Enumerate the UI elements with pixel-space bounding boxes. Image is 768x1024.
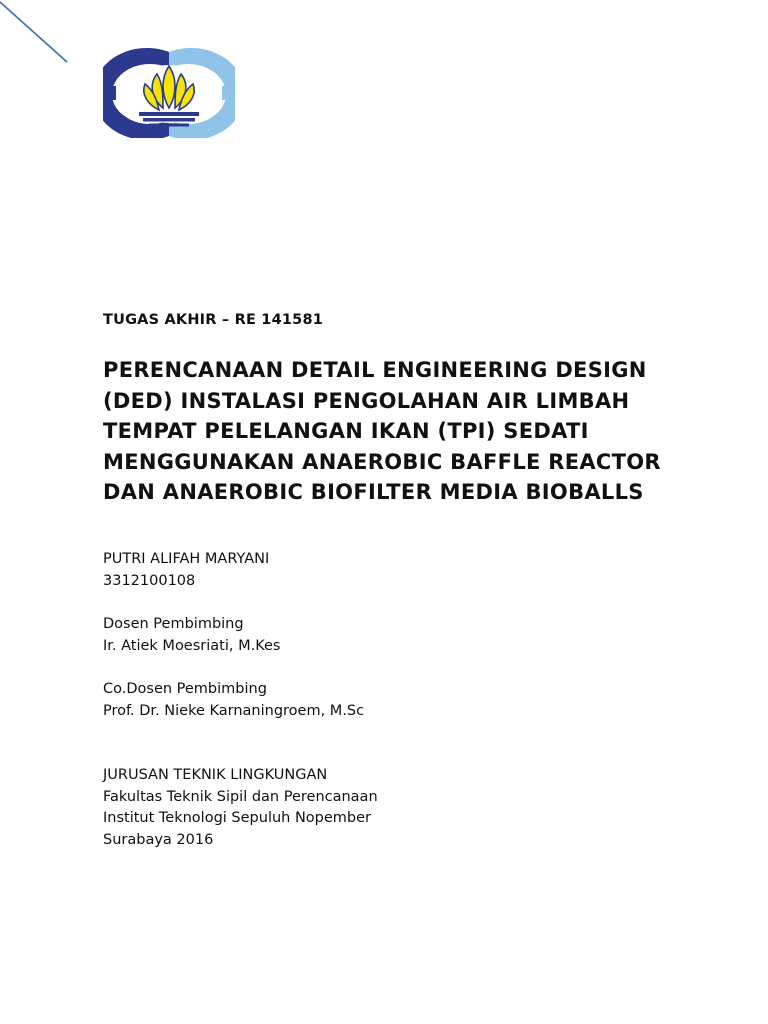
institution-block — [103, 765, 378, 851]
university: Institut Teknologi Sepuluh Nopember — [103, 810, 372, 826]
student-id: 3312100108 — [103, 572, 196, 589]
title-line: PERENCANAAN DETAIL ENGINEERING DESIGN — [103, 358, 647, 382]
co-advisor-name: Prof. Dr. Nieke Karnaningroem, M.Sc — [103, 702, 365, 719]
thesis-title — [103, 355, 703, 508]
co-advisor-block — [103, 679, 364, 722]
title-line: MENGGUNAKAN ANAEROBIC BAFFLE REACTOR — [103, 449, 661, 474]
author-name: PUTRI ALIFAH MARYANI — [103, 551, 270, 567]
advisor-label: Dosen Pembimbing — [103, 616, 244, 632]
title-line: (DED) INSTALASI PENGOLAHAN AIR LIMBAH — [103, 388, 630, 413]
city-year: Surabaya 2016 — [103, 831, 214, 848]
department: JURUSAN TEKNIK LINGKUNGAN — [103, 767, 328, 783]
faculty: Fakultas Teknik Sipil dan Perencanaan — [103, 788, 378, 805]
co-advisor-label: Co.Dosen Pembimbing — [103, 681, 267, 697]
advisor-name: Ir. Atiek Moesriati, M.Kes — [103, 637, 281, 654]
corner-diagonal-line — [0, 0, 80, 70]
title-line: DAN ANAEROBIC BIOFILTER MEDIA BIOBALLS — [103, 480, 644, 504]
advisor-block — [103, 614, 280, 657]
title-line: TEMPAT PELELANGAN IKAN (TPI) SEDATI — [103, 419, 589, 443]
author-block — [103, 549, 269, 592]
university-logo-icon — [103, 46, 235, 138]
thesis-code: TUGAS AKHIR – RE 141581 — [103, 312, 324, 328]
